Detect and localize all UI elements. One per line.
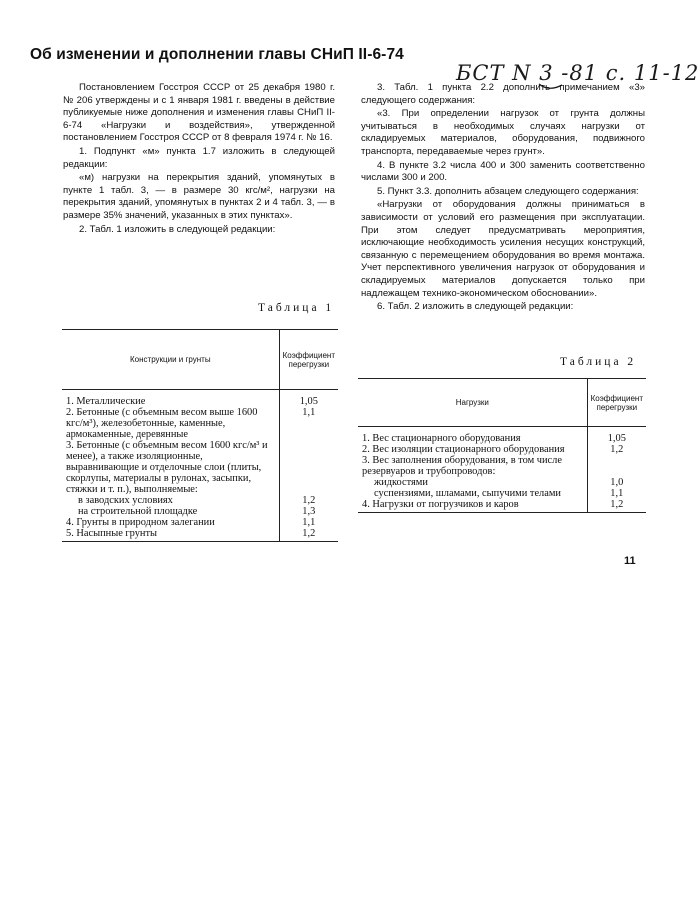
table2-header-loads: Нагрузки <box>358 379 587 427</box>
table1 <box>62 329 338 542</box>
table1-header-coefficient: Коэффициент перегрузки <box>279 330 338 390</box>
table2-caption: Таблица 2 <box>560 356 637 368</box>
table-row: 4. Грунты в природном залегании 1,1 <box>62 517 338 528</box>
item-4-paragraph: 4. В пункте 3.2 числа 400 и 300 заменить соответственно числами 300 и 200. <box>361 159 645 184</box>
item-5-text: «Нагрузки от оборудования должны приниматься в зависимости от условий его размещения при эксплуатации. При этом следует предусматривать мероприятия, исключающие необходимость усиления несущих конструкций, связанную с перемещением оборудования во время монтажа. Учет перспективного увеличения нагрузок от оборудования и складируемых материалов допускается только при надлежащем технико-экономическом обосновании». <box>361 199 645 299</box>
table-row: 1. Вес стационарного оборудования 1,05 <box>358 427 646 445</box>
item-3-text: «3. При определении нагрузок от грунта должны учитываться в необходимых случаях нагрузки от складируемых материалов, оборудования, подвижного транспорта, передаваемые через грунт». <box>361 108 645 157</box>
table-row: в заводских условиях 1,2 <box>62 495 338 506</box>
table-row: 3. Бетонные (с объемным весом 1600 кгс/м³ и менее), а также изоляционные, выравнивающие и отделочные слои (плиты, скорлупы, материалы в рулонах, засыпки, стяжки и т. п.), выполняемые: <box>62 440 338 495</box>
decree-paragraph: Постановлением Госстроя СССР от 25 декабря 1980 г. № 206 утверждены и с 1 января 1981 г. введены в действие публикуемые ниже дополнения и изменения главы СНиП II-6-74 «Нагрузки и воздействия», утвержденной постановлением Госстроя СССР от 8 февраля 1974 г. № 16. <box>63 82 335 144</box>
table-row: жидкостями 1,0 <box>358 477 646 488</box>
table2 <box>358 378 646 513</box>
item-1-text: «м) нагрузки на перекрытия зданий, упомянутых в пункте 1 табл. 3, — в размере 30 кгс/м², нагрузки на перекрытия зданий, упомянутых в пунктах 2 и 4 табл. 3, — в размере 35% значений, указанных в этих пунктах». <box>63 172 335 221</box>
right-column <box>361 82 645 315</box>
table-row: на строительной площадке 1,3 <box>62 506 338 517</box>
table-row: 2. Бетонные (с объемным весом выше 1600 кгс/м³), железобетонные, каменные, армокаменные, деревянные 1,1 <box>62 407 338 440</box>
item-1-paragraph: 1. Подпункт «м» пункта 1.7 изложить в следующей редакции: <box>63 145 335 170</box>
table-row: 5. Насыпные грунты 1,2 <box>62 528 338 542</box>
table2-header-coefficient: Коэффициент перегрузки <box>587 379 646 427</box>
table1-header-structures: Конструкции и грунты <box>62 330 279 390</box>
table1-caption: Таблица 1 <box>258 302 335 314</box>
table-row: 1. Металлические 1,05 <box>62 390 338 408</box>
page-number: 11 <box>624 555 636 567</box>
item-6-paragraph: 6. Табл. 2 изложить в следующей редакции: <box>377 301 574 313</box>
table-row: 2. Вес изоляции стационарного оборудования 1,2 <box>358 444 646 455</box>
item-2-paragraph: 2. Табл. 1 изложить в следующей редакции: <box>79 223 276 235</box>
item-5-paragraph: 5. Пункт 3.3. дополнить абзацем следующего содержания: <box>377 185 639 197</box>
left-column <box>63 82 335 237</box>
handwritten-note-text: БСТ N 3 -81 с. 11-12 <box>456 61 700 85</box>
item-3-paragraph: 3. Табл. 1 пункта 2.2 дополнить примечанием «3» следующего содержания: <box>361 82 645 106</box>
table-row: 3. Вес заполнения оборудования, в том числе резервуаров и трубопроводов: <box>358 455 646 477</box>
page-title: Об изменении и дополнении главы СНиП II-6-74 <box>30 46 404 63</box>
table-row: суспензиями, шламами, сыпучими телами 1,1 <box>358 488 646 499</box>
table-row: 4. Нагрузки от погрузчиков и каров 1,2 <box>358 499 646 513</box>
